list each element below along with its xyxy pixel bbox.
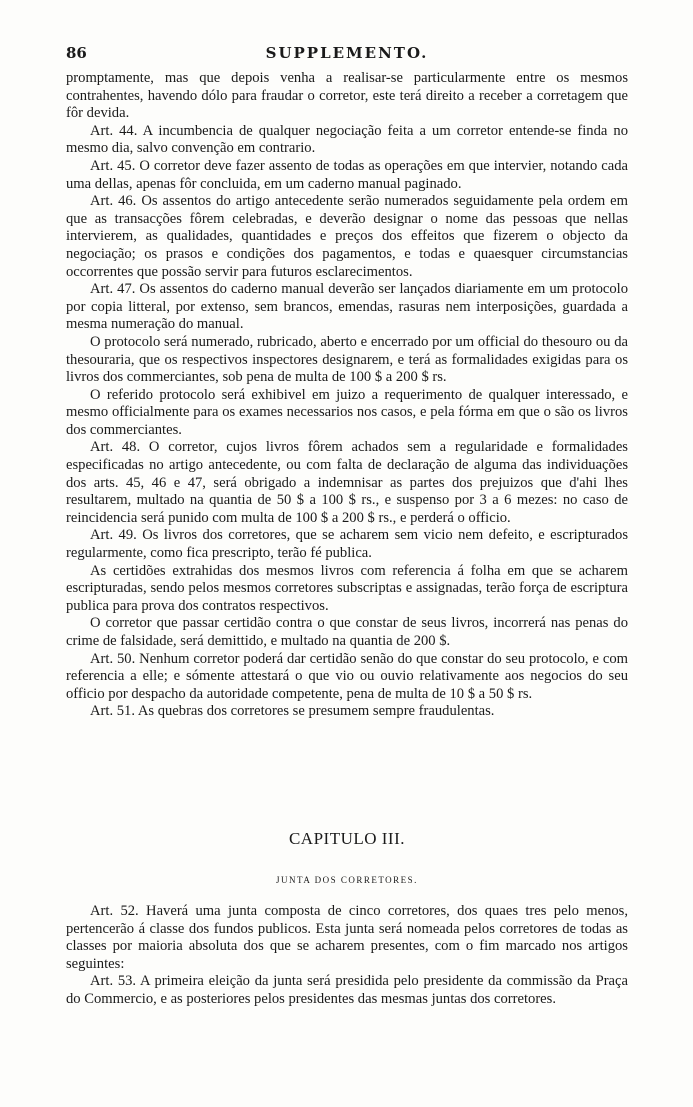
main-text-block <box>66 70 628 721</box>
paragraph-art-44: Art. 44. A incumbencia de qualquer negociação feita a um corretor entende-se finda no mesmo dia, salvo convenção em contrario. <box>66 122 628 157</box>
paragraph-art-50: Art. 50. Nenhum corretor poderá dar certidão senão do que constar do seu protocolo, e com referencia a elle; e sómente attestará o que vio ou ouvio relativamente aos negocios do seu officio por despacho da autoridade competente, pena de multa de 10 $ a 50 $ rs. <box>66 650 628 702</box>
paragraph-art-49: Art. 49. Os livros dos corretores, que se acharem sem vicio nem defeito, e escripturados regularmente, como fica prescripto, terão fé publica. <box>66 527 628 562</box>
page-header <box>66 44 628 68</box>
paragraph-art-51: Art. 51. As quebras dos corretores se presumem sempre fraudulentas. <box>90 703 495 720</box>
running-title: SUPPLEMENTO. <box>265 44 429 62</box>
paragraph-art-47: Art. 47. Os assentos do caderno manual deverão ser lançados diariamente em um protocolo por copia litteral, por extenso, sem brancos, emendas, rasuras nem interposições, guardada a mesma numeração do manual. <box>66 281 628 333</box>
paragraph: As certidões extrahidas dos mesmos livros com referencia á folha em que se acharem escripturadas, sendo pelos mesmos corretores subscriptas e assignadas, terão força de escriptura publica para prova dos contratos respectivos. <box>66 562 628 614</box>
paragraph: O corretor que passar certidão contra o que constar de seus livros, incorrerá nas penas do crime de falsidade, será demittido, e multado na quantia de 200 $. <box>66 615 628 649</box>
paragraph: promptamente, mas que depois venha a realisar-se particularmente entre os mesmos contrahentes, havendo dólo para fraudar o corretor, este terá direito a receber a corretagem que fôr devida. <box>66 70 628 122</box>
paragraph-art-53: Art. 53. A primeira eleição da junta será presidida pelo presidente da commissão da Praça do Commercio, e as posteriores pelos presidentes das mesmas juntas dos corretores. <box>66 973 628 1007</box>
paragraph: O protocolo será numerado, rubricado, aberto e encerrado por um official do thesouro ou da thesouraria, que os respectivos inspectores designarem, e terá as formalidades exigidas para os livros dos commerciantes, sob pena de multa de 100 $ a 200 $ rs. <box>66 333 628 386</box>
section-heading: JUNTA DOS CORRETORES. <box>276 875 418 885</box>
page-number: 86 <box>66 44 87 62</box>
paragraph-art-45: Art. 45. O corretor deve fazer assento de todas as operações em que intervier, notando cada uma dellas, apenas fôr concluida, em um caderno manual paginado. <box>66 157 628 192</box>
paragraph-art-52: Art. 52. Haverá uma junta composta de cinco corretores, dos quaes tres pelo menos, pertencerão á classe dos fundos publicos. Esta junta será nomeada pelos corretores de todas as classes por maioria absoluta dos que se acharem presentes, com o fim marcado nos artigos seguintes: <box>66 903 628 972</box>
chapter-text-block <box>66 903 628 1009</box>
chapter-heading: CAPITULO III. <box>288 829 406 848</box>
paragraph-art-48: Art. 48. O corretor, cujos livros fôrem achados sem a regularidade e formalidades especificadas no artigo antecedente, ou com falta de declaração de alguma das individuações dos arts. 45, 46 e 47, será obrigado a indemnisar as partes dos prejuizos que d'ahi lhes resultarem, multado na quantia de 50 $ a 100 $ rs., e suspenso por 3 a 6 mezes: no caso de reincidencia será punido com multa de 100 $ a 200 $ rs., e perderá o officio. <box>66 439 628 526</box>
paragraph-art-46: Art. 46. Os assentos do artigo antecedente serão numerados seguidamente pela ordem em que as transacções fôrem celebradas, e deverão designar o nome das pessoas que nellas intervierem, as qualidades, quantidades e preços dos effeitos que fizerem o objecto da negociação; os prasos e condições dos pagamentos, e todas e quaesquer circumstancias occorrentes que possão servir para futuros esclarecimentos. <box>66 193 628 280</box>
paragraph: O referido protocolo será exhibivel em juizo a requerimento de qualquer interessado, e mesmo officialmente para os exames necessarios nos casos, e pela fórma em que o são os livros dos commerciantes. <box>66 386 628 438</box>
